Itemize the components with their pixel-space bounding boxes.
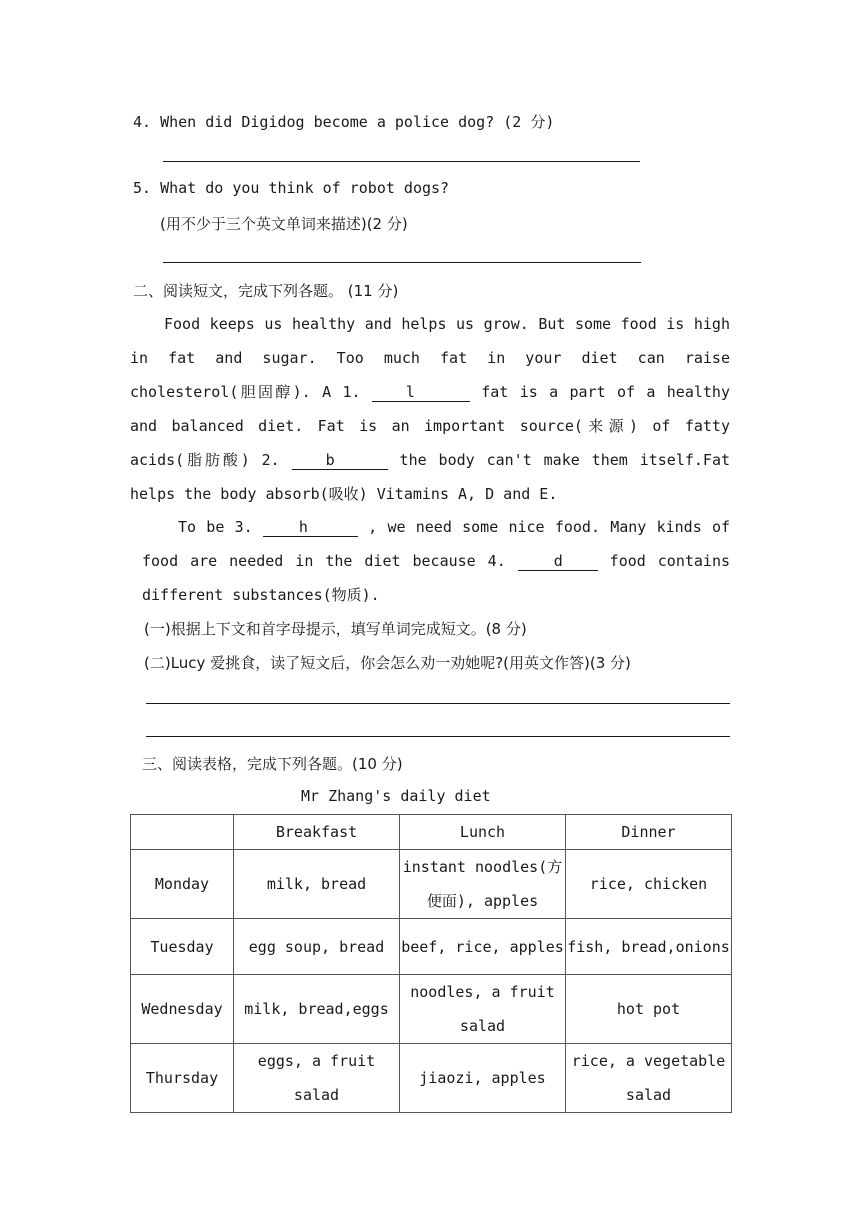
header-cell [131,815,234,850]
header-cell: Dinner [566,815,732,850]
passage-text: the body can't make them itself.Fat helps the body absorb(吸收) Vitamins A, D and E. [130,451,731,503]
table-title: Mr Zhang's daily diet [301,787,491,805]
question-4: 4. When did Digidog become a police dog? (2 分) [133,113,555,131]
blank-1[interactable]: l [372,383,470,402]
blank-2[interactable]: b [292,451,388,470]
question-5: 5. What do you think of robot dogs? [133,179,450,197]
breakfast-cell: milk, bread,eggs [234,975,400,1044]
dinner-cell: rice, chicken [566,850,732,919]
answer-line-q4[interactable] [163,161,640,162]
section-2-heading: 二、阅读短文，完成下列各题。 (11 分) [133,282,399,300]
answer-line-task2-1[interactable] [146,703,730,704]
table-header-row [131,815,732,850]
blank-3[interactable]: h [263,518,358,537]
table-row [131,1044,732,1113]
answer-line-task2-2[interactable] [146,736,730,737]
table-row [131,919,732,975]
blank-4[interactable]: d [518,552,598,571]
lunch-cell: noodles, a fruit salad [400,975,566,1044]
dinner-cell: hot pot [566,975,732,1044]
day-cell: Thursday [131,1044,234,1113]
header-cell: Lunch [400,815,566,850]
answer-line-q5[interactable] [163,262,641,263]
passage-text: fat is a part of a healthy and balanced diet. Fat is an important source(来源) of fatty acids(脂肪酸) 2. [130,383,730,469]
breakfast-cell: egg soup, bread [234,919,400,975]
day-cell: Wednesday [131,975,234,1044]
task-1-instruction: (一)根据上下文和首字母提示，填写单词完成短文。(8 分) [144,620,527,638]
header-cell: Breakfast [234,815,400,850]
day-cell: Tuesday [131,919,234,975]
lunch-cell: jiaozi, apples [400,1044,566,1113]
task-2-instruction: (二)Lucy 爱挑食，读了短文后，你会怎么劝一劝她呢?(用英文作答)(3 分) [144,654,631,672]
diet-table [130,814,732,1113]
table-row [131,850,732,919]
passage-text: food contains different substances(物质). [142,552,731,604]
question-5-instruction: (用不少于三个英文单词来描述)(2 分) [160,215,408,233]
section-3-heading: 三、阅读表格，完成下列各题。(10 分) [142,755,403,773]
day-cell: Monday [131,850,234,919]
breakfast-cell: eggs, a fruit salad [234,1044,400,1113]
passage-text: To be 3. [178,518,253,536]
table-row [131,975,732,1044]
passage-text: Food keeps us healthy and helps us grow. But some food is high in fat and sugar. Too much fat in your diet can raise cholesterol(胆固醇). A 1. [130,315,730,401]
passage-text: , we need some nice food. Many kinds of food are needed in the diet because 4. [142,518,731,570]
dinner-cell: rice, a vegetable salad [566,1044,732,1113]
passage-paragraph-2 [142,510,730,612]
dinner-cell: fish, bread,onions [566,919,732,975]
lunch-cell: instant noodles(方便面), apples [400,850,566,919]
breakfast-cell: milk, bread [234,850,400,919]
lunch-cell: beef, rice, apples [400,919,566,975]
passage-paragraph-1 [130,307,730,511]
